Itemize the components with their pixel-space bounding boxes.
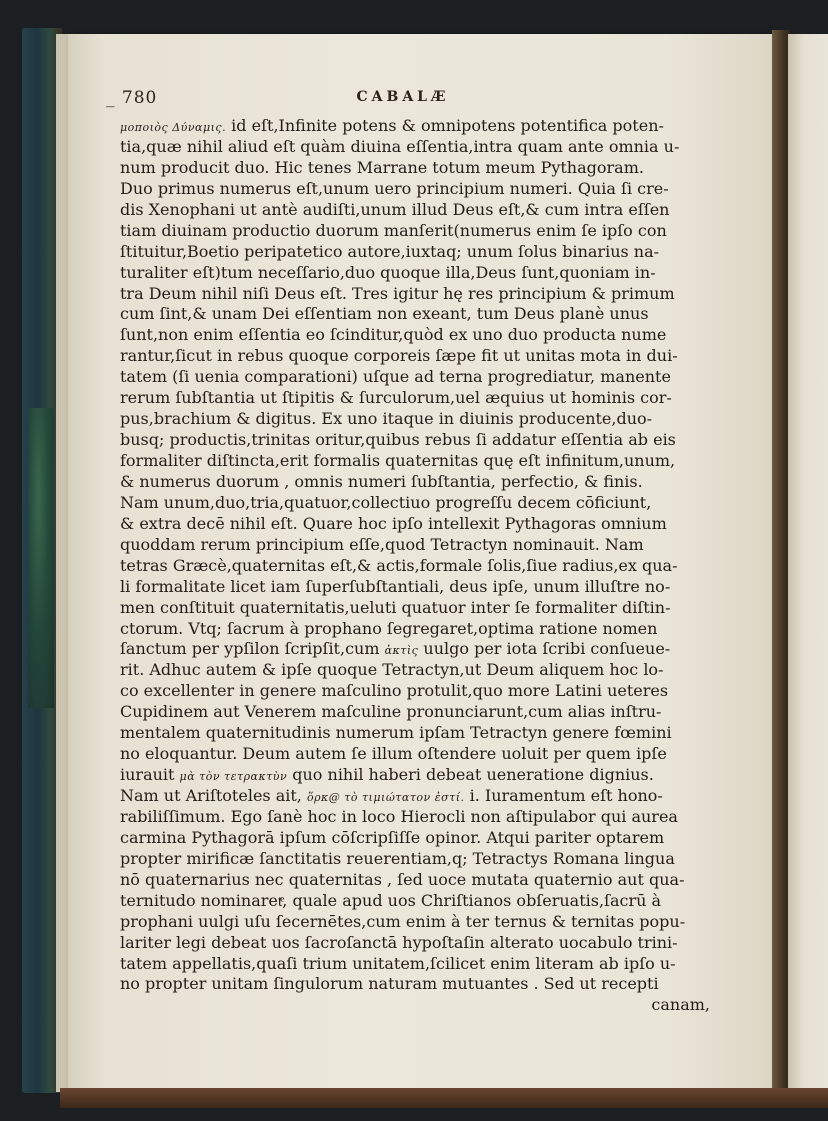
text-segment: tia,quæ nihil aliud eſt quàm diuina eſſentia,intra quam ante omnia u-	[120, 136, 680, 156]
text-segment: tetras Græcè,quaternitas eſt,& actis,formale ſolis,ſiue radius,ex qua-	[120, 555, 678, 575]
greek-phrase: μοποιὸς Δύναμις.	[120, 121, 227, 134]
text-segment: no eloquantur. Deum autem ſe illum oſtendere uoluit per quem ipſe	[120, 744, 667, 764]
greek-phrase: ὅρκ@ τὸ τιμιώτατον ἐστί.	[306, 791, 465, 804]
book-bottom-board	[60, 1088, 828, 1108]
text-segment: tiam diuinam productio duorum manſerit(numerus enim ſe ipſo con	[120, 220, 667, 240]
text-line	[120, 891, 714, 912]
text-line	[120, 723, 714, 744]
text-line	[120, 598, 714, 619]
greek-phrase: μὰ τὸν τετρακτὺν	[179, 770, 288, 784]
text-line	[120, 367, 714, 388]
text-segment: propter mirificæ ſanctitatis reuerentiam,q; Tetractys Romana lingua	[120, 848, 675, 868]
text-segment: Duo primus numerus eſt,unum uero principium numeri. Quia ſi cre-	[120, 178, 669, 198]
text-line	[120, 681, 714, 702]
text-line	[120, 744, 714, 765]
text-line	[120, 954, 714, 975]
text-segment: & extra decē nihil eſt. Quare hoc ipſo intellexit Pythagoras omnium	[120, 513, 667, 533]
text-line	[120, 786, 714, 807]
text-line	[120, 639, 714, 660]
text-segment: rantur,ſicut in rebus quoque corporeis ſæpe fit ut unitas mota in dui-	[120, 346, 678, 366]
text-segment: uulgo per iota ſcribi conſueue-	[418, 639, 671, 659]
text-segment: & numerus duorum , omnis numeri ſubſtantia, perfectio, & finis.	[120, 471, 643, 491]
text-line	[120, 116, 714, 137]
text-line	[120, 577, 714, 598]
text-segment: tatem appellatis,quaſi trium unitatem,ſcilicet enim literam ab ipſo u-	[120, 953, 676, 973]
text-segment: ctorum. Vtq; ſacrum à prophano ſegregaret,optima ratione nomen	[120, 618, 658, 638]
text-line	[120, 556, 714, 577]
text-segment: lariter legi debeat uos ſacroſanctā hypoſtaſin alterato uocabulo trini-	[120, 932, 678, 952]
text-segment: ternitudo nominaretͤ, quale apud uos Chriſtianos obſeruatis,ſacrū à	[120, 890, 662, 910]
text-line	[120, 325, 714, 346]
greek-phrase: ἀκτὶς	[384, 644, 419, 658]
text-segment: id eſt,Infinite potens & omnipotens potentifica poten-	[226, 116, 664, 135]
text-segment: dis Xenophani ut antè audiſti,unum illud Deus eſt,& cum intra eſſen	[120, 199, 670, 219]
text-segment: rabiliſſimum. Ego ſanè hoc in loco Hierocli non aſtipulabor qui aurea	[120, 806, 678, 826]
text-segment: li formalitate licet iam ſuperſubſtantiali, deus ipſe, unum illuſtre no-	[120, 576, 671, 596]
text-line	[120, 158, 714, 179]
text-segment: no propter unitam ſingulorum naturam mutuantes . Sed ut recepti	[120, 974, 659, 994]
text-line	[120, 137, 714, 158]
text-segment: turaliter eſt)tum neceſſario,duo quoque illa,Deus ſunt,quoniam in-	[120, 262, 656, 282]
text-line	[120, 451, 714, 472]
text-segment: i. Iuramentum eſt hono-	[464, 786, 663, 805]
text-line	[120, 807, 714, 828]
text-line	[120, 200, 714, 221]
text-line	[120, 346, 714, 367]
text-segment: quoddam rerum principium eſſe,quod Tetractyn nominauit. Nam	[120, 534, 644, 554]
text-line	[120, 535, 714, 556]
text-segment: num producit duo. Hic tenes Marrane totum meum Pythagoram.	[120, 157, 644, 177]
text-line	[120, 660, 714, 681]
text-segment: busq; productis,trinitas oritur,quibus rebus ſi addatur eſſentia ab eis	[120, 430, 676, 450]
text-segment: ſanctum per ypſilon ſcripſit,cum	[120, 639, 385, 659]
main-text-block	[120, 116, 714, 1016]
text-segment: formaliter diſtincta,erit formalis quaternitas quę eſt infinitum,unum,	[120, 451, 676, 470]
text-line	[120, 974, 714, 995]
text-line	[120, 472, 714, 493]
text-line	[120, 242, 714, 263]
text-segment: quo nihil haberi debeat ueneratione dignius.	[287, 765, 654, 785]
text-segment: cum ſint,& unam Dei eſſentiam non exeant, tum Deus planè unus	[120, 304, 649, 324]
text-line	[120, 912, 714, 933]
text-segment: rerum ſubſtantia ut ſtipitis & ſurculorum,uel æquius ut hominis cor-	[120, 388, 672, 408]
text-line	[120, 849, 714, 870]
text-line	[120, 514, 714, 535]
text-segment: tatem (ſi uenia comparationi) uſque ad terna progrediatur, manente	[120, 367, 671, 387]
marbled-paper-pattern	[28, 408, 54, 708]
text-segment: mentalem quaternitudinis numerum ipſam Tetractyn genere fœmini	[120, 723, 672, 743]
facing-page	[788, 34, 828, 1092]
text-line	[120, 493, 714, 514]
text-segment: Nam unum,duo,tria,quatuor,collectiuo progreſſu decem cōficiunt,	[120, 492, 652, 512]
running-title: CABALÆ	[356, 89, 450, 105]
text-segment: co excellenter in genere maſculino protulit,quo more Latini ueteres	[120, 681, 669, 701]
text-line	[120, 430, 714, 451]
catchword: canam,	[651, 995, 710, 1015]
text-segment: carmina Pythagorā ipſum cōſcripſiſſe opinor. Atqui pariter optarem	[120, 827, 665, 847]
text-line	[120, 870, 714, 891]
text-segment: Cupidinem aut Venerem maſculine pronunciarunt,cum alias inſtru-	[120, 702, 662, 722]
text-line	[120, 702, 714, 723]
page-header	[106, 88, 700, 112]
text-line	[120, 765, 714, 786]
text-segment: Nam ut Ariſtoteles ait,	[120, 786, 307, 805]
text-segment: ſtituitur,Boetio peripatetico autore,iuxtaq; unum ſolus binarius na-	[120, 241, 660, 261]
text-segment: nō quaternarius nec quaternitas , ſed uoce mutata quaternio aut qua-	[120, 869, 685, 889]
text-line	[120, 284, 714, 305]
text-segment: ſunt,non enim eſſentia eo ſcinditur,quòd ex uno duo producta nume	[120, 325, 667, 345]
text-line	[120, 221, 714, 242]
text-line	[120, 388, 714, 409]
text-line	[120, 263, 714, 284]
text-line	[120, 933, 714, 954]
text-segment: iurauit	[120, 765, 180, 785]
text-line	[120, 409, 714, 430]
text-line	[120, 179, 714, 200]
text-segment: rit. Adhuc autem & ipſe quoque Tetractyn,ut Deum aliquem hoc lo-	[120, 660, 664, 680]
text-line	[120, 304, 714, 325]
text-segment: tra Deum nihil niſi Deus eſt. Tres igitur hę res principium & primum	[120, 283, 675, 303]
text-segment: men conſtituit quaternitatis,ueluti quatuor inter ſe formaliter diſtin-	[120, 597, 671, 617]
text-line	[120, 828, 714, 849]
text-segment: prophani uulgi uſu ſecernētes,cum enim à ter ternus & ternitas popu-	[120, 911, 686, 931]
page-number: _ 780	[106, 88, 158, 108]
text-segment: pus,brachium & digitus. Ex uno itaque in diuinis producente,duo-	[120, 409, 653, 429]
text-line	[120, 619, 714, 640]
